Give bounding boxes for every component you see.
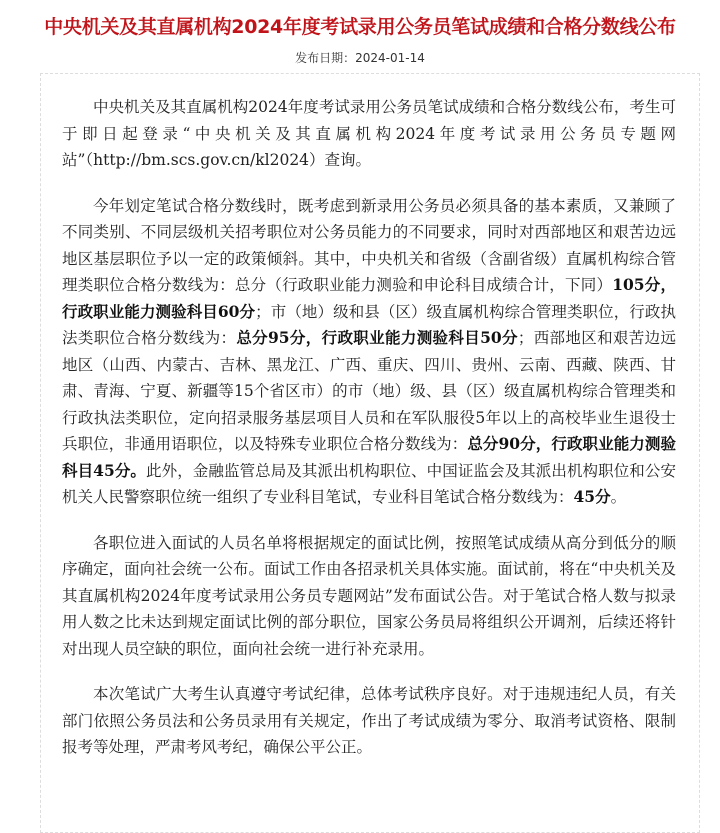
- article-paragraph: [62, 94, 676, 174]
- date-value: 2024-01-14: [355, 51, 425, 65]
- bold-text: 45分: [573, 487, 611, 506]
- date-label: 发布日期：: [295, 51, 356, 65]
- text-segment: ；市（地）级和县（区）级直属机构综合管理类职位，行政执法类职位合格分数线为：: [62, 302, 676, 347]
- article-body: [62, 94, 676, 780]
- article-paragraph: [62, 530, 676, 663]
- article-paragraph: [62, 681, 676, 761]
- text-segment: 各职位进入面试的人员名单将根据规定的面试比例，按照笔试成绩从高分到低分的顺序确定，面向社会统一公布。面试工作由各招录机关具体实施。面试前，将在“中央机关及其直属机构2024年度考试录用公务员专题网站”发布面试公告。对于笔试合格人数与拟录用人数之比未达到规定面试比例的部分职位，国家公务员局将组织公开调剂，后续还将针对出现人员空缺的职位，面向社会统一进行补充录用。: [62, 533, 676, 658]
- text-segment: 今年划定笔试合格分数线时，既考虑到新录用公务员必须具备的基本素质，又兼顾了不同类别、不同层级机关招考职位对公务员能力的不同要求，同时对西部地区和艰苦边远地区基层职位予以一定的政策倾斜。其中，中央机关和省级（含副省级）直属机构综合管理类职位合格分数线为：总分（行政职业能力测验和申论科目成绩合计，下同）: [62, 196, 676, 294]
- bold-text: 总分90分，行政职业能力测验科目45分。: [62, 434, 676, 480]
- text-segment: 此外，金融监管总局及其派出机构职位、中国证监会及其派出机构职位和公安机关人民警察职位统一组织了专业科目笔试，专业科目笔试合格分数线为：: [62, 461, 676, 506]
- bold-text: 105分，行政职业能力测验科目60分: [62, 275, 676, 321]
- publish-date: [0, 49, 720, 66]
- bold-text: 总分95分，行政职业能力测验科目50分: [236, 328, 518, 347]
- text-segment: ；西部地区和艰苦边远地区（山西、内蒙古、吉林、黑龙江、广西、重庆、四川、贵州、云南、西藏、陕西、甘肃、青海、宁夏、新疆等15个省区市）的市（地）级、县（区）级直属机构综合管理类和行政执法类职位，定向招录服务基层项目人员和在军队服役5年以上的高校毕业生退役士兵职位，非通用语职位，以及特殊专业职位合格分数线为：: [62, 329, 676, 453]
- text-segment: 中央机关及其直属机构2024年度考试录用公务员笔试成绩和合格分数线公布，考生可于即日起登录“中央机关及其直属机构2024年度考试录用公务员专题网站”（http://bm.scs.gov.cn/kl2024）查询。: [62, 98, 676, 169]
- page-title: 中央机关及其直属机构2024年度考试录用公务员笔试成绩和合格分数线公布: [44, 16, 676, 38]
- text-segment: 。: [610, 488, 627, 506]
- article-paragraph: [62, 193, 676, 511]
- text-segment: 本次笔试广大考生认真遵守考试纪律，总体考试秩序良好。对于违规违纪人员，有关部门依照公务员法和公务员录用有关规定，作出了考试成绩为零分、取消考试资格、限制报考等处理，严肃考风考纪，确保公平公正。: [62, 685, 676, 756]
